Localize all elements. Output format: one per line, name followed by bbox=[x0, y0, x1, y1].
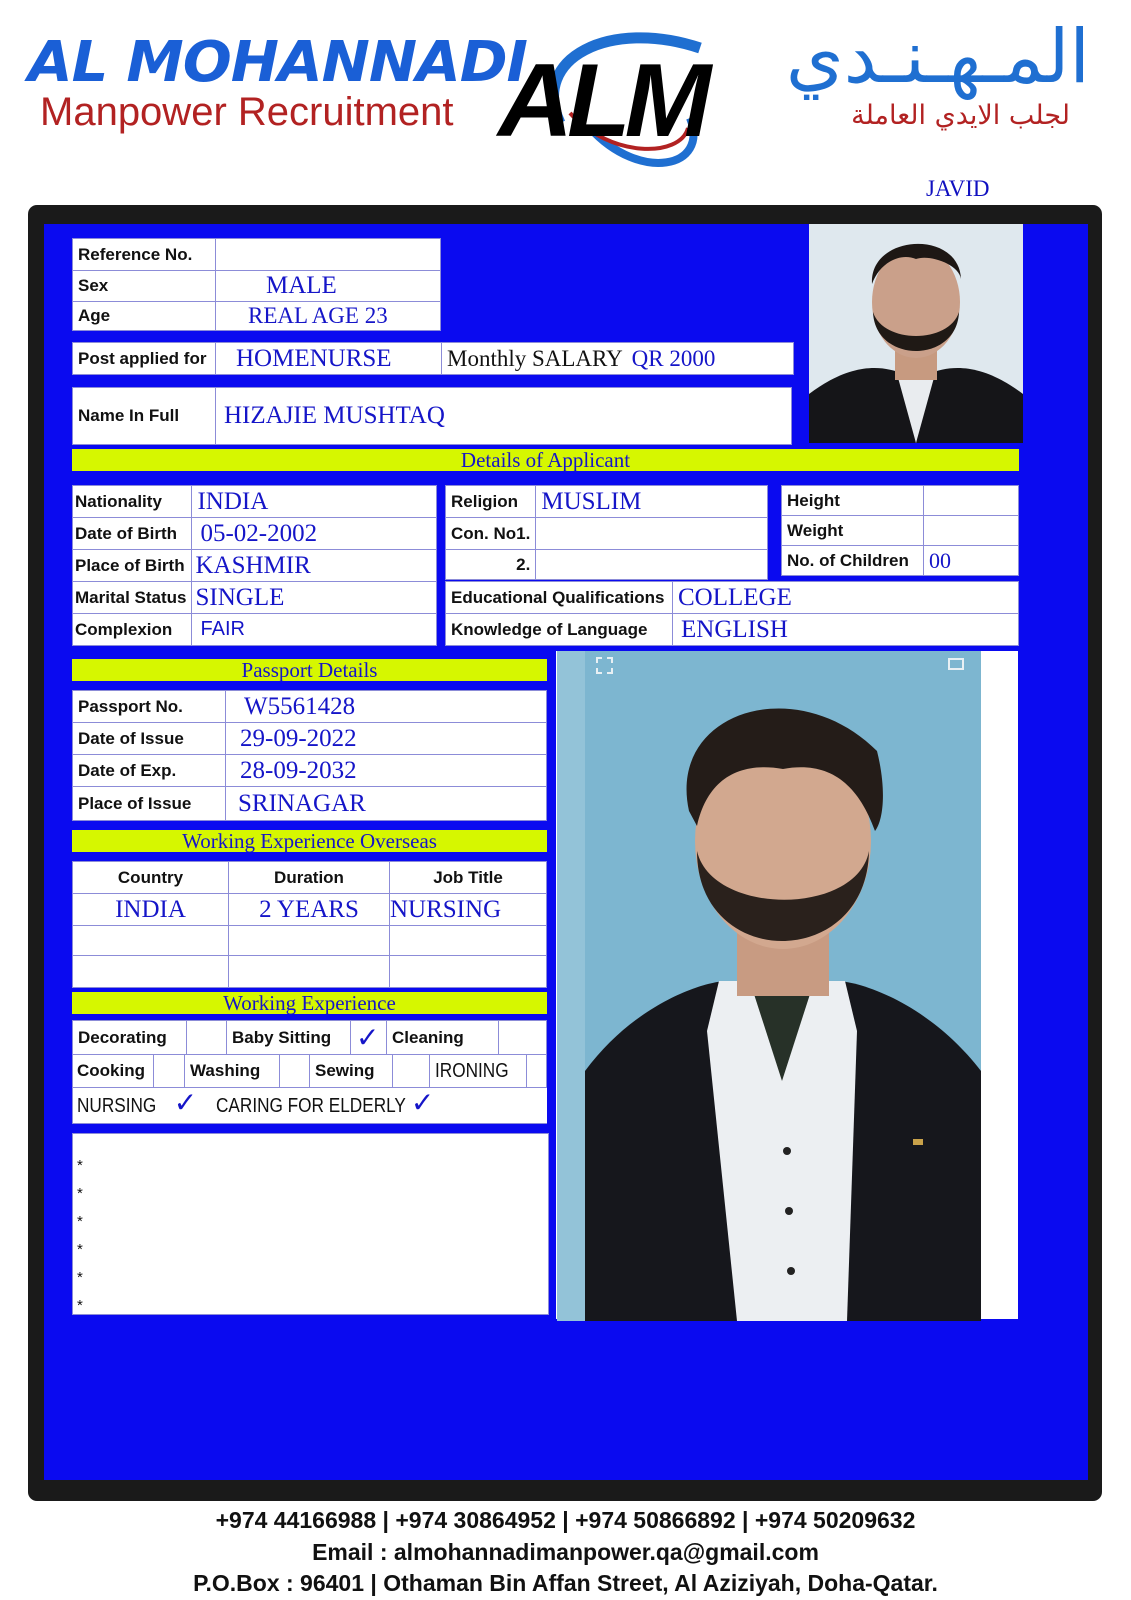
company-name-en: AL MOHANNADI bbox=[28, 30, 527, 95]
passport-title: Passport Details bbox=[72, 659, 547, 681]
skill-washing: Washing bbox=[185, 1055, 280, 1088]
age-label: Age bbox=[73, 302, 216, 331]
logo-text: ALM bbox=[498, 43, 706, 159]
passport-no-label: Passport No. bbox=[73, 691, 226, 723]
applicant-photo-large bbox=[557, 651, 981, 1321]
children-label: No. of Children bbox=[782, 546, 924, 576]
salary-value: QR 2000 bbox=[631, 345, 716, 371]
sex-value: MALE bbox=[216, 271, 441, 302]
agent-name: JAVID bbox=[926, 176, 990, 201]
passport-no-value: W5561428 bbox=[226, 691, 547, 723]
footer-email: Email : almohannadimanpower.qa@gmail.com bbox=[312, 1539, 819, 1565]
skill-washing-check bbox=[280, 1055, 310, 1088]
check-icon: ✓ bbox=[410, 1087, 435, 1119]
weight-value bbox=[924, 516, 1019, 546]
issue-place-label: Place of Issue bbox=[73, 787, 226, 821]
dob-value: 05-02-2002 bbox=[192, 518, 437, 550]
overseas-header-job: Job Title bbox=[390, 862, 547, 894]
table-row bbox=[73, 956, 547, 988]
skills-row-3 bbox=[72, 1087, 547, 1124]
con1-label: Con. No1. bbox=[446, 518, 536, 550]
note-bullet: * bbox=[77, 1185, 83, 1202]
religion-label: Religion bbox=[446, 486, 536, 518]
details-left-table bbox=[72, 485, 437, 646]
nationality-value: INDIA bbox=[192, 486, 437, 518]
note-bullet: * bbox=[77, 1297, 83, 1314]
footer-address: P.O.Box : 96401 | Othaman Bin Affan Street, Al Aziziyah, Doha-Qatar. bbox=[193, 1570, 938, 1596]
overseas-duration: 2 YEARS bbox=[229, 894, 390, 926]
age-value: REAL AGE 23 bbox=[216, 302, 441, 331]
overseas-country: INDIA bbox=[73, 894, 229, 926]
check-icon: ✓ bbox=[173, 1087, 198, 1119]
passport-table bbox=[72, 690, 547, 821]
con2-value bbox=[536, 550, 768, 580]
applicant-photo-small bbox=[809, 224, 1023, 443]
children-value: 00 bbox=[924, 546, 1019, 576]
note-bullet: * bbox=[77, 1213, 83, 1230]
skill-sewing: Sewing bbox=[310, 1055, 393, 1088]
skill-sewing-check bbox=[393, 1055, 430, 1088]
education-value: COLLEGE bbox=[673, 582, 1019, 614]
exp-date-label: Date of Exp. bbox=[73, 755, 226, 787]
person-portrait-icon bbox=[557, 651, 981, 1321]
overseas-table bbox=[72, 861, 547, 988]
experience-title: Working Experience bbox=[72, 992, 547, 1014]
height-label: Height bbox=[782, 486, 924, 516]
name-label: Name In Full bbox=[73, 388, 216, 445]
post-table bbox=[72, 342, 794, 375]
skills-row-1 bbox=[72, 1020, 547, 1055]
company-tagline-ar: لجلب الايدي العاملة bbox=[851, 100, 1070, 131]
skill-ironing: IRONING bbox=[435, 1059, 509, 1082]
nationality-label: Nationality bbox=[73, 486, 192, 518]
overseas-header-country: Country bbox=[73, 862, 229, 894]
salary-label: Monthly SALARY bbox=[447, 345, 623, 371]
weight-label: Weight bbox=[782, 516, 924, 546]
height-value bbox=[924, 486, 1019, 516]
note-bullet: * bbox=[77, 1269, 83, 1286]
issue-date-value: 29-09-2022 bbox=[226, 723, 547, 755]
con2-label: 2. bbox=[446, 550, 536, 580]
post-label: Post applied for bbox=[73, 343, 216, 375]
issue-place-value: SRINAGAR bbox=[226, 787, 547, 821]
complexion-label: Complexion bbox=[73, 614, 192, 646]
skill-cleaning: Cleaning bbox=[387, 1021, 499, 1055]
skill-ironing-check bbox=[526, 1055, 546, 1088]
dob-label: Date of Birth bbox=[73, 518, 192, 550]
table-row bbox=[73, 926, 547, 956]
overseas-title: Working Experience Overseas bbox=[72, 830, 547, 852]
person-portrait-icon bbox=[809, 224, 1023, 443]
skill-caring-elderly: CARING FOR ELDERLY bbox=[215, 1095, 406, 1117]
religion-table bbox=[445, 485, 768, 580]
table-row bbox=[73, 894, 547, 926]
notes-box bbox=[72, 1133, 549, 1315]
reference-label: Reference No. bbox=[73, 239, 216, 271]
name-value: HIZAJIE MUSHTAQ bbox=[216, 388, 792, 445]
exp-date-value: 28-09-2032 bbox=[226, 755, 547, 787]
company-tagline-en: Manpower Recruitment bbox=[40, 90, 454, 134]
con1-value bbox=[536, 518, 768, 550]
skill-decorating-check bbox=[187, 1021, 227, 1055]
post-value: HOMENURSE bbox=[216, 343, 442, 375]
skill-cooking: Cooking bbox=[73, 1055, 154, 1088]
basic-info-table bbox=[72, 238, 441, 331]
pob-label: Place of Birth bbox=[73, 550, 192, 582]
details-title: Details of Applicant bbox=[72, 449, 1019, 471]
overseas-job: NURSING bbox=[390, 894, 547, 926]
skill-decorating: Decorating bbox=[73, 1021, 187, 1055]
company-name-ar: المـهـنـدي bbox=[785, 14, 1090, 100]
skill-baby-sitting: Baby Sitting bbox=[227, 1021, 351, 1055]
note-bullet: * bbox=[77, 1241, 83, 1258]
note-bullet: * bbox=[77, 1157, 83, 1174]
marital-label: Marital Status bbox=[73, 582, 192, 614]
name-table bbox=[72, 387, 792, 445]
check-icon: ✓ bbox=[351, 1021, 387, 1055]
skill-cooking-check bbox=[154, 1055, 185, 1088]
education-label: Educational Qualifications bbox=[446, 582, 673, 614]
issue-date-label: Date of Issue bbox=[73, 723, 226, 755]
pob-value: KASHMIR bbox=[192, 550, 437, 582]
skill-cleaning-check bbox=[499, 1021, 547, 1055]
religion-value: MUSLIM bbox=[536, 486, 768, 518]
complexion-value: FAIR bbox=[192, 614, 437, 646]
footer-phones: +974 44166988 | +974 30864952 | +974 50866892 | +974 50209632 bbox=[215, 1507, 916, 1533]
overseas-header-duration: Duration bbox=[229, 862, 390, 894]
language-label: Knowledge of Language bbox=[446, 614, 673, 646]
skill-nursing: NURSING bbox=[77, 1095, 157, 1117]
education-table bbox=[445, 581, 1019, 646]
physical-table bbox=[781, 485, 1019, 576]
language-value: ENGLISH bbox=[673, 614, 1019, 646]
sex-label: Sex bbox=[73, 271, 216, 302]
reference-value bbox=[216, 239, 441, 271]
skills-row-2 bbox=[72, 1054, 547, 1088]
marital-value: SINGLE bbox=[192, 582, 437, 614]
